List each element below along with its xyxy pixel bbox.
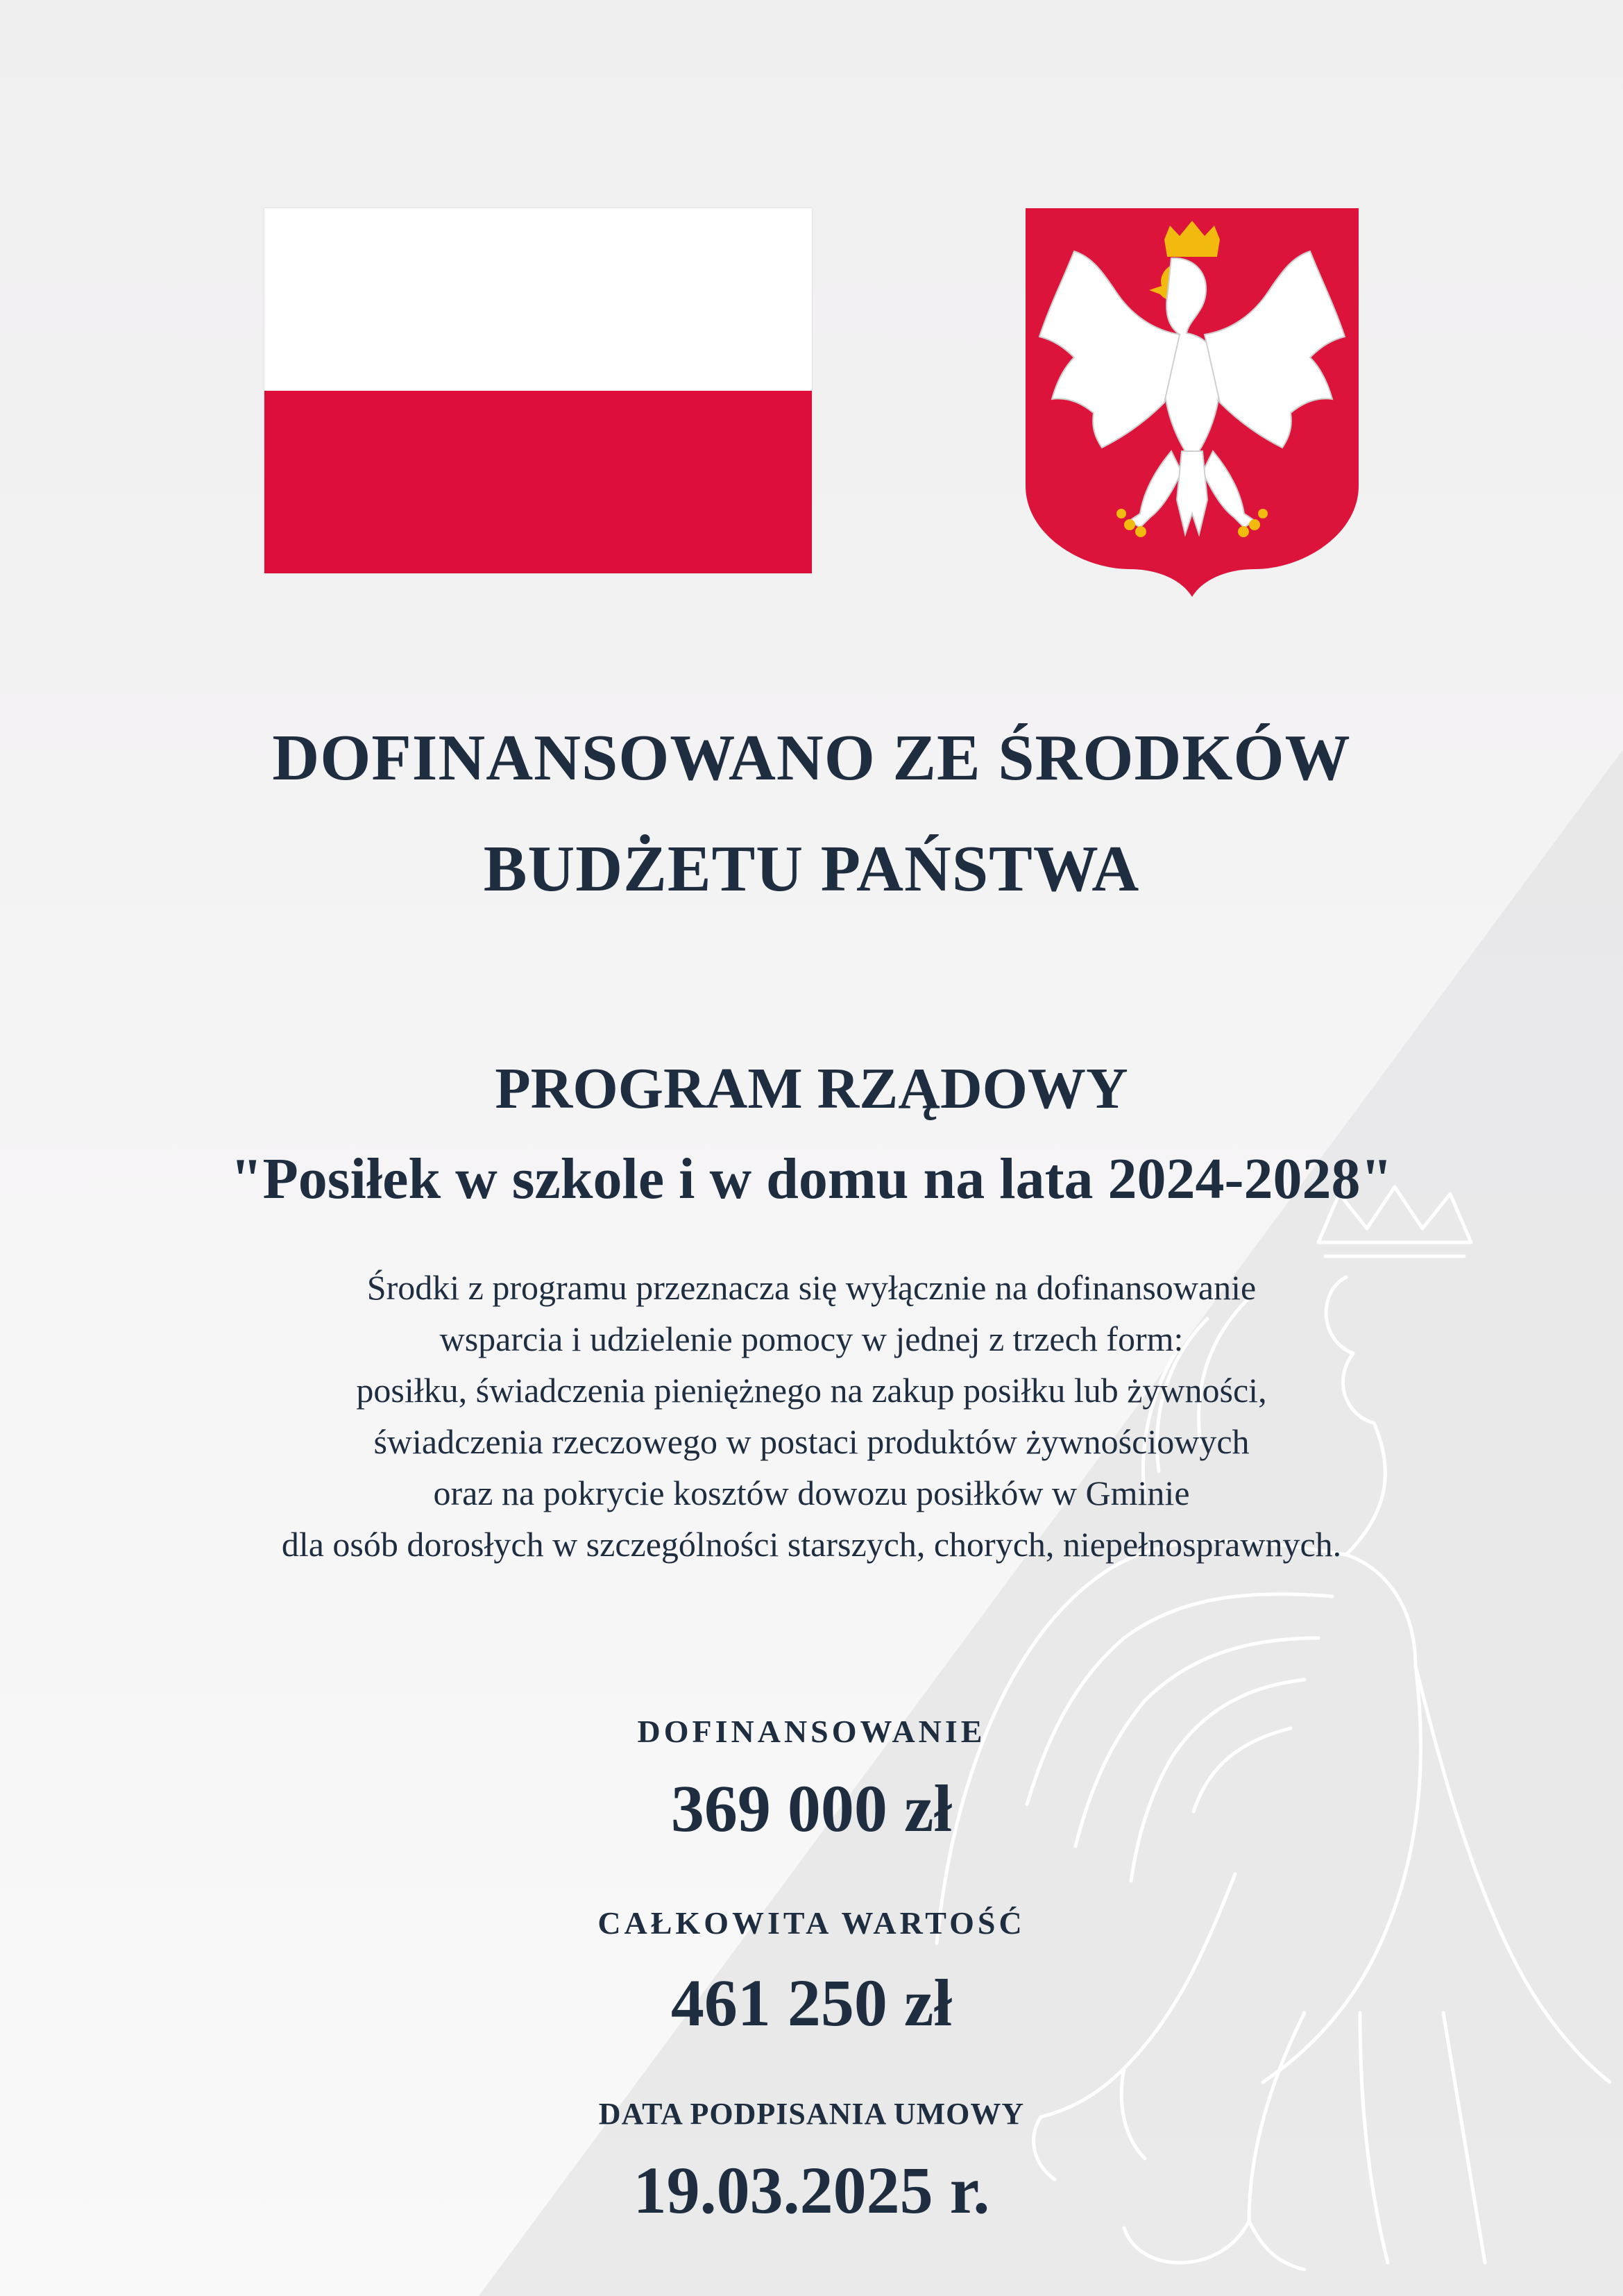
- total-value-amount: 461 250 zł: [670, 1966, 953, 2040]
- description-line: dla osób dorosłych w szczególności starszych, chorych, niepełnosprawnych.: [281, 1525, 1342, 1564]
- description-line: świadczenia rzeczowego w postaci produktów żywnościowych: [373, 1422, 1250, 1461]
- program-name: "Posiłek w szkole i w domu na lata 2024-2028": [230, 1147, 1393, 1211]
- total-value-label: CAŁKOWITA WARTOŚĆ: [597, 1905, 1026, 1941]
- funding-label: DOFINANSOWANIE: [637, 1714, 986, 1749]
- signing-date-label: DATA PODPISANIA UMOWY: [598, 2097, 1025, 2131]
- white-eagle-emblem-icon: [1026, 208, 1359, 597]
- program-description: [0, 1266, 1623, 1566]
- signing-date-value: 19.03.2025 r.: [633, 2153, 990, 2227]
- funding-amount: 369 000 zł: [670, 1771, 953, 1846]
- description-line: wsparcia i udzielenie pomocy w jednej z trzech form:: [439, 1319, 1184, 1358]
- description-line: Środki z programu przeznacza się wyłącznie na dofinansowanie: [366, 1268, 1257, 1307]
- poland-flag-icon: [264, 208, 812, 573]
- heading-line-1: DOFINANSOWANO ZE ŚRODKÓW: [272, 722, 1351, 794]
- description-line: oraz na pokrycie kosztów dowozu posiłków w Gminie: [433, 1474, 1190, 1512]
- program-label: PROGRAM RZĄDOWY: [495, 1056, 1128, 1121]
- description-line: posiłku, świadczenia pieniężnego na zakup posiłku lub żywności,: [356, 1371, 1267, 1410]
- heading-line-2: BUDŻETU PAŃSTWA: [483, 833, 1140, 905]
